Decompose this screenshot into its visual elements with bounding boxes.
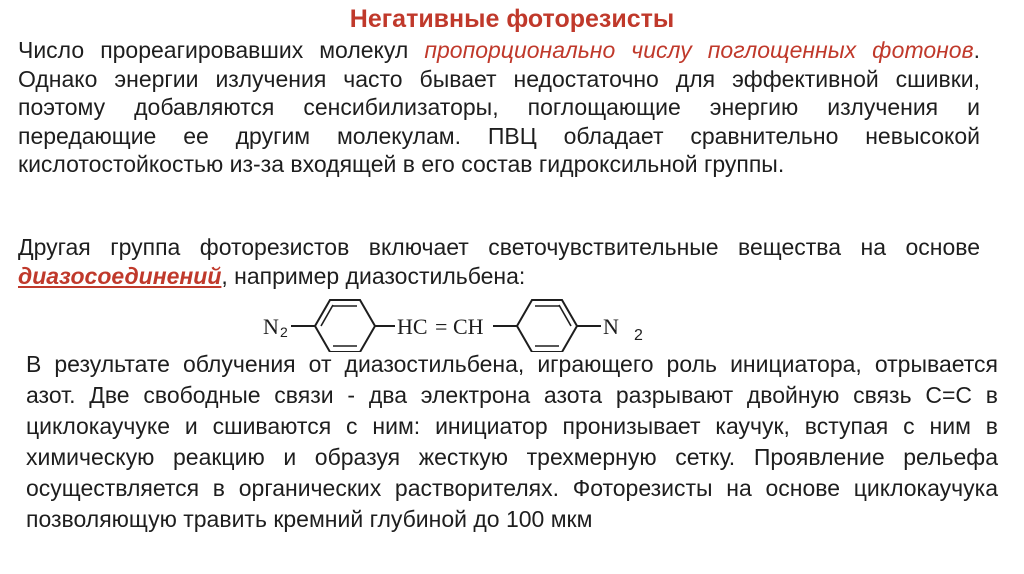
paragraph-text: Другая группа фоторезистов включает светочувствительные вещества на основе [18, 234, 980, 260]
paragraph-diazo [18, 233, 980, 290]
slide-title: Негативные фоторезисты [349, 5, 675, 33]
formula-ch: CH [453, 314, 484, 339]
paragraph-text: . Однако энергии излучения часто бывает недостаточно для эффективной сшивки, поэтому добавляются сенсибилизаторы, поглощающие энергию излучения и передающие ее другим молекулам. ПВЦ обладает сравнительно невысокой кислотостойкостью из-за входящей в его состав гидроксильной группы. [18, 37, 980, 177]
diazostilbene-formula [255, 290, 675, 352]
formula-left-n: N [263, 314, 279, 339]
formula-right-n: N [603, 314, 619, 339]
formula-left-sub: 2 [280, 324, 288, 340]
paragraph-text: Число прореагировавших молекул [18, 37, 425, 63]
formula-right-sub: 2 [634, 327, 643, 344]
formula-double-bond: = [435, 314, 448, 339]
benzene-ring-right [517, 300, 577, 352]
benzene-ring-left [315, 300, 375, 352]
paragraph-sensitizers [18, 36, 980, 179]
paragraph-irradiation: В результате облучения от диазостильбена, играющего роль инициатора, отрывается азот. Две свободные связи - два электрона азота разрывают двойную связь С=С в циклокаучуке и сшиваются с ним: инициатор пронизывает каучук, вступая с ним в химическую реакцию и образуя жесткую трехмерную сетку. Проявление рельефа осуществляется в органических растворителях. Фоторезисты на основе циклокаучука позволяющую травить кремний глубиной до 100 мкм [26, 351, 998, 532]
formula-hc: HC [397, 314, 428, 339]
highlight-diazo: диазосоединений [18, 262, 222, 289]
paragraph-text: , например диазостильбена: [221, 262, 526, 289]
highlight-proportional: пропорционально числу поглощенных фотонов [424, 37, 974, 63]
